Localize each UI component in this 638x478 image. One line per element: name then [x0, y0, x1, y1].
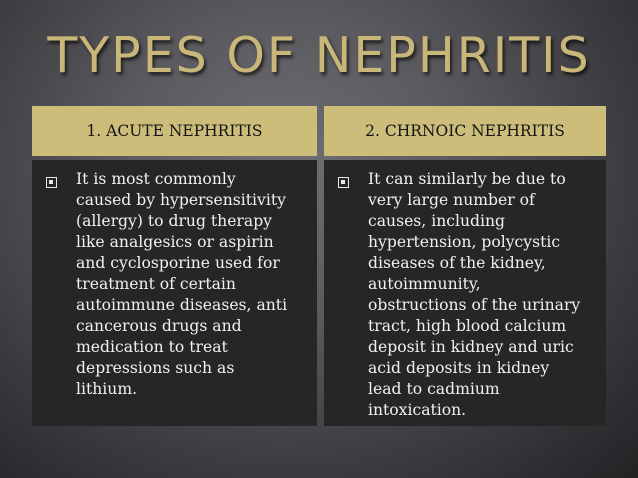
- bullet-line: and cyclosporine used for: [76, 254, 280, 272]
- bullet-line: It is most commonly: [76, 170, 236, 188]
- bullet-line: intoxication.: [368, 401, 467, 419]
- bullet-line: obstructions of the urinary: [368, 296, 581, 314]
- bullet-line: caused by hypersensitivity: [76, 191, 286, 209]
- bullet-line: cancerous drugs and: [76, 317, 242, 335]
- bullet-line: treatment of certain: [76, 275, 236, 293]
- bullet-line: lithium.: [76, 380, 138, 398]
- bullet-line: (allergy) to drug therapy: [76, 212, 272, 230]
- bullet-line: depressions such as: [76, 359, 235, 377]
- bullet-line: autoimmunity,: [368, 275, 481, 293]
- bullet-line: hypertension, polycystic: [368, 233, 561, 251]
- bullet-text: [368, 169, 580, 421]
- square-bullet-icon: [338, 177, 349, 188]
- bullet-line: autoimmune diseases, anti: [76, 296, 288, 314]
- bullet-text: [76, 169, 287, 400]
- square-bullet-icon: [46, 177, 57, 188]
- bullet-line: causes, including: [368, 212, 506, 230]
- bullet-line: tract, high blood calcium: [368, 317, 567, 335]
- column-body-acute: [32, 160, 317, 426]
- column-header-chronic: 2. CHRNOIC NEPHRITIS: [324, 106, 606, 156]
- slide-title: TYPES OF NEPHRITIS: [47, 27, 591, 84]
- column-body-chronic: [324, 160, 606, 426]
- bullet-line: lead to cadmium: [368, 380, 500, 398]
- bullet-line: It can similarly be due to: [368, 170, 566, 188]
- bullet-line: diseases of the kidney,: [368, 254, 546, 272]
- column-header-acute: 1. ACUTE NEPHRITIS: [32, 106, 317, 156]
- bullet-line: acid deposits in kidney: [368, 359, 550, 377]
- bullet-line: medication to treat: [76, 338, 228, 356]
- bullet-line: very large number of: [368, 191, 535, 209]
- bullet-line: deposit in kidney and uric: [368, 338, 574, 356]
- bullet-line: like analgesics or aspirin: [76, 233, 274, 251]
